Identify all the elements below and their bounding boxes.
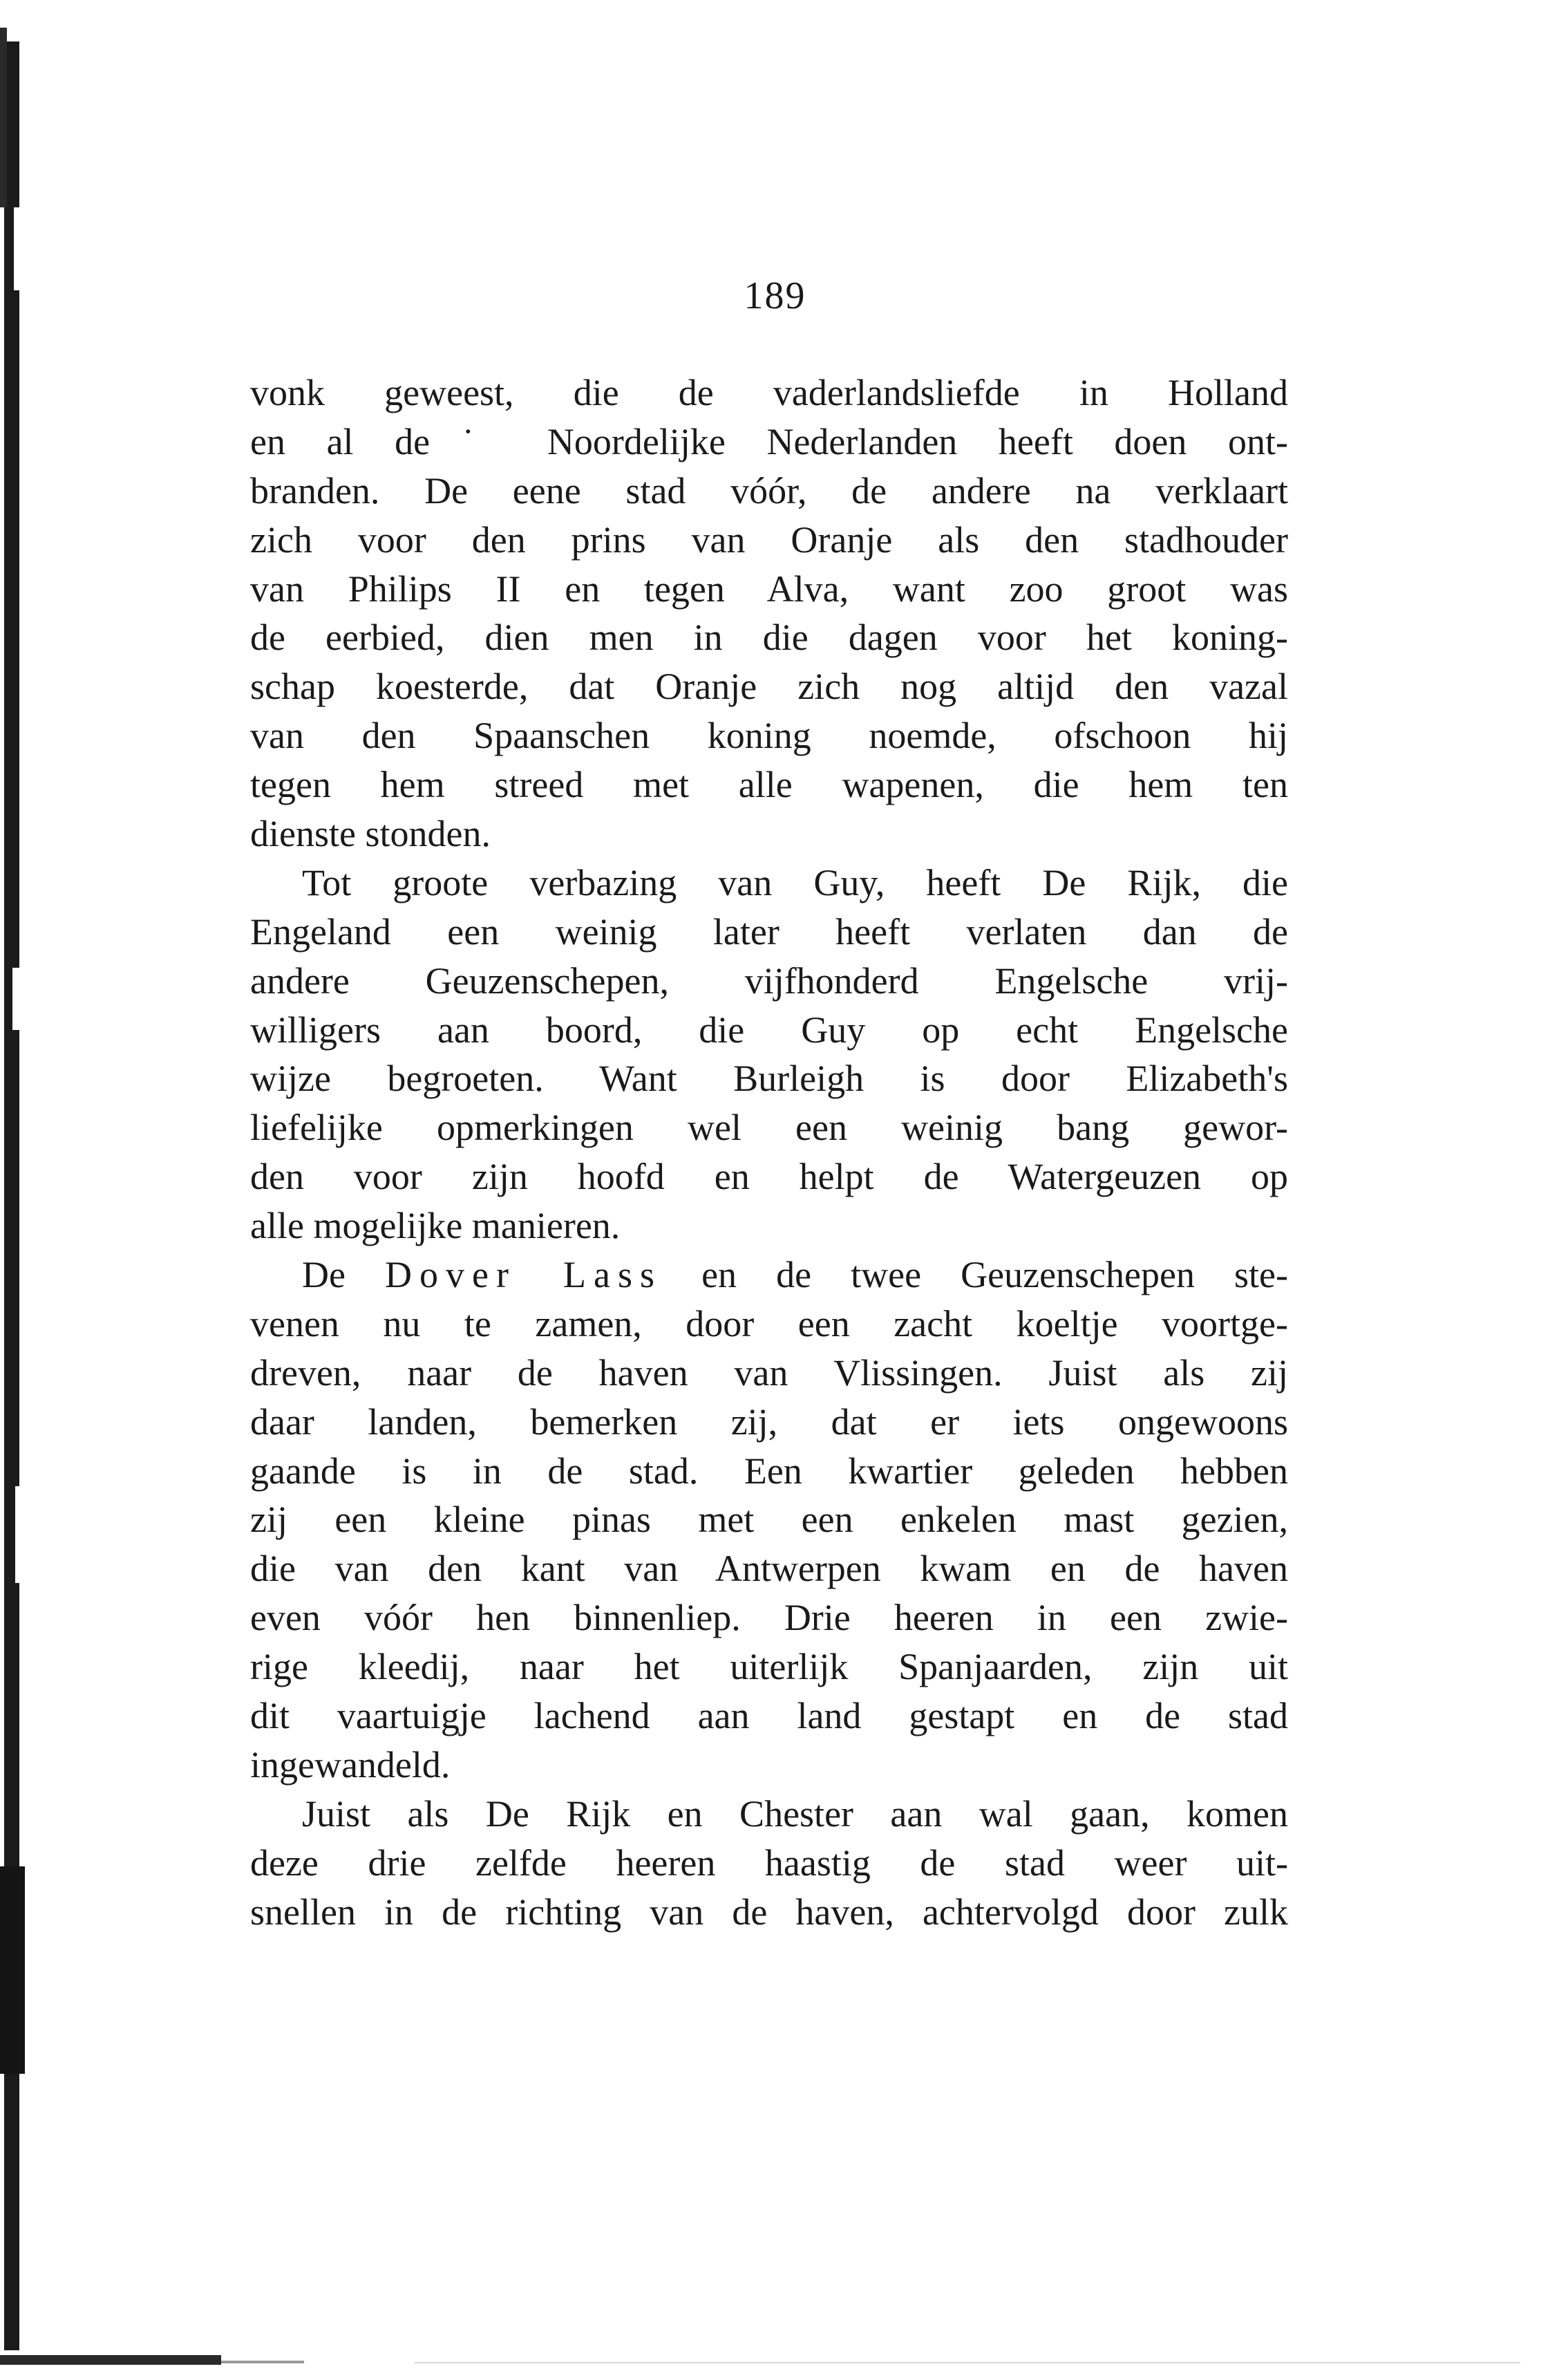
text-line: deze drie zelfde heeren haastig de stad weer uit- xyxy=(250,1842,1288,1884)
text-line: rige kleedij, naar het uiterlijk Spanjaarden, zijn uit xyxy=(250,1646,1288,1688)
text-line: alle mogelijke manieren. xyxy=(250,1205,621,1247)
text-line: wijze begroeten. Want Burleigh is door Elizabeth's xyxy=(250,1058,1288,1100)
text-line xyxy=(250,1250,1288,1300)
text-line: den voor zijn hoofd en helpt de Watergeuzen op xyxy=(250,1156,1288,1198)
text-line: andere Geuzenschepen, vijfhonderd Engelsche vrij- xyxy=(250,959,1288,1002)
text-line: Tot groote verbazing van Guy, heeft De Rijk, die xyxy=(302,861,1288,903)
text-line: en al de˙ Noordelijke Nederlanden heeft doen ont- xyxy=(250,420,1288,462)
text-line: gaande is in de stad. Een kwartier geleden hebben xyxy=(250,1450,1288,1492)
text-line: liefelijke opmerkingen wel een weinig bang gewor- xyxy=(250,1107,1288,1149)
text-line: schap koesterde, dat Oranje zich nog altijd den vazal xyxy=(250,666,1288,708)
scan-binding-edge xyxy=(0,0,48,2380)
text-line: zij een kleine pinas met een enkelen mast gezien, xyxy=(250,1499,1288,1541)
text-line: de eerbied, dien men in die dagen voor het koning- xyxy=(250,617,1288,659)
text-line: van Philips II en tegen Alva, want zoo groot was xyxy=(250,568,1288,610)
text-line: die van den kant van Antwerpen kwam en de haven xyxy=(250,1548,1288,1590)
text-line: van den Spaanschen koning noemde, ofschoon hij xyxy=(250,715,1288,757)
text-line: vonk geweest, die de vaderlandsliefde in Holland xyxy=(250,372,1288,413)
text-line: daar landen, bemerken zij, dat er iets ongewoons xyxy=(250,1400,1288,1443)
text-line: dreven, naar de haven van Vlissingen. Juist als zij xyxy=(250,1351,1288,1394)
ship-name: Dover Lass xyxy=(385,1254,663,1296)
text-line: Juist als De Rijk en Chester aan wal gaan, komen xyxy=(302,1792,1288,1835)
text-line: dienste stonden. xyxy=(250,813,491,855)
text-line: snellen in de richting van de haven, achtervolgd door zulk xyxy=(250,1891,1288,1933)
page-number: 189 xyxy=(744,274,806,317)
text-fragment: De xyxy=(302,1254,386,1296)
text-line: Engeland een weinig later heeft verlaten dan de xyxy=(250,910,1288,953)
text-line: venen nu te zamen, door een zacht koeltje voortge- xyxy=(250,1302,1288,1344)
text-line: willigers aan boord, die Guy op echt Engelsche xyxy=(250,1009,1288,1051)
text-line: dit vaartuigje lachend aan land gestapt en de stad xyxy=(250,1695,1288,1737)
text-line: even vóór hen binnenliep. Drie heeren in een zwie- xyxy=(250,1597,1288,1639)
body-text xyxy=(250,368,1288,1937)
text-line: tegen hem streed met alle wapenen, die hem ten xyxy=(250,764,1288,806)
text-line: zich voor den prins van Oranje als den stadhouder xyxy=(250,518,1288,561)
text-fragment: en de twee Geuzenschepen ste- xyxy=(662,1254,1288,1296)
text-line: branden. De eene stad vóór, de andere na verklaart xyxy=(250,469,1288,512)
text-line: ingewandeld. xyxy=(250,1743,451,1786)
scan-bottom-edge xyxy=(0,2347,1550,2380)
